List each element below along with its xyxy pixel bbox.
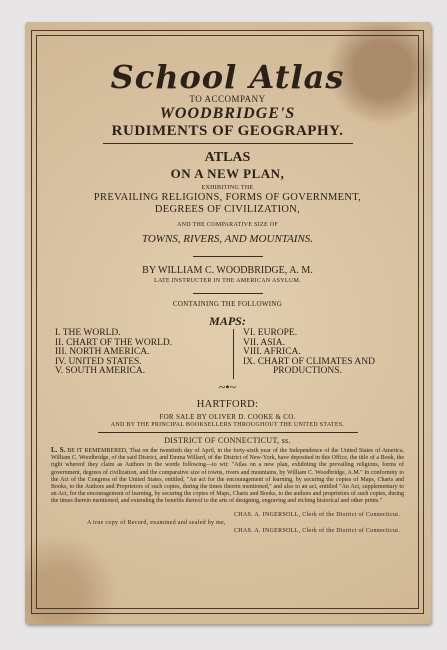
divider-rule-2 [98, 432, 358, 433]
subtitle-to-accompany: TO ACCOMPANY [189, 94, 266, 104]
comparative-text: AND THE COMPARATIVE SIZE OF [176, 222, 279, 228]
seal-mark: L. S. [51, 446, 66, 454]
copyright-text: BE IT REMEMBERED, That on the twentieth day of April, in the forty-sixth year of the Independence of the United States of America, William C. Woodbridge, of the said District, and Emma Willard, of the District of New-York, have deposited in this Office, the title of a Book, the right whereof they claim as Authors in the words following—to wit: "Atlas on a new plan, exhibiting the prevailing religions, forms of government, degrees of civilization, and the comparative size of towns, rivers and mountains, by William C. Woodbridge, A.M." In conformity to the Act of the Congress of the United States, entitled, "An act for the encouragement of learning, by securing the copies of Maps, Charts and Books, to the Authors and Proprietors of such copies, during the times therein mentioned," and also to an act, entitled "An Act, supplementary to an Act, for the encouragement of learning, by securing the copies of Maps, Charts and Books, to the authors and proprietors of such copies, during the times therein mentioned, and extending the benefits thereof to the arts of designing, engraving and etching historical and other prints." [51, 448, 404, 505]
district-line: DISTRICT OF CONNECTICUT, ss. [164, 436, 291, 445]
towns-text: TOWNS, RIVERS, AND MOUNTAINS. [141, 233, 314, 245]
inner-border [36, 35, 419, 609]
divider-short-2 [193, 293, 263, 294]
city-line: HARTFORD: [196, 399, 259, 410]
map-item: VII. ASIA. [243, 337, 285, 348]
atlas-heading: ATLAS [204, 150, 251, 165]
author-role: LATE INSTRUCTER IN THE AMERICAN ASYLUM. [154, 278, 301, 284]
maps-list [55, 329, 400, 381]
map-item: IV. UNITED STATES. [55, 356, 142, 367]
map-item: IX. CHART OF CLIMATES AND [243, 356, 376, 367]
exhibiting-text: EXHIBITING THE [201, 185, 254, 191]
sale-line: FOR SALE BY OLIVER D. COOKE & CO. [159, 413, 296, 421]
new-plan-heading: ON A NEW PLAN, [170, 166, 285, 181]
maps-column-right [243, 329, 413, 377]
containing-text: CONTAINING THE FOLLOWING [172, 300, 283, 308]
map-item: V. SOUTH AMERICA. [55, 366, 146, 376]
map-item: I. THE WORLD. [55, 328, 121, 338]
degrees-text: DEGREES OF CIVILIZATION, [154, 204, 301, 215]
clerk-line-2: CHAS. A. INGERSOLL, Clerk of the District of Connecticut. [233, 527, 400, 534]
outer-border [31, 30, 424, 614]
copyright-notice [47, 447, 408, 506]
map-item: VIII. AFRICA. [243, 347, 301, 357]
author-line: BY WILLIAM C. WOODBRIDGE, A. M. [142, 265, 313, 276]
clerk-line-1: CHAS. A. INGERSOLL, Clerk of the District of Connecticut. [233, 511, 400, 518]
main-title: School Atlas [110, 58, 345, 96]
maps-heading: MAPS: [209, 314, 246, 328]
divider-rule [103, 143, 353, 144]
divider-short [193, 256, 263, 257]
booksellers-line: AND BY THE PRINCIPAL BOOKSELLERS THROUGHOUT THE UNITED STATES. [110, 422, 345, 428]
maps-divider [233, 329, 234, 379]
ornament-icon: ~•~ [218, 380, 237, 394]
subtitle-woodbridges: WOODBRIDGE'S [159, 105, 296, 122]
title-page [47, 42, 408, 598]
prevailing-text: PREVAILING RELIGIONS, FORMS OF GOVERNMENT, [93, 192, 362, 203]
subtitle-rudiments: RUDIMENTS OF GEOGRAPHY. [111, 123, 344, 139]
map-item: VI. EUROPE. [243, 328, 298, 338]
map-item: III. NORTH AMERICA. [55, 347, 150, 357]
true-copy-line: A true copy of Record, examined and sealed by me, [87, 519, 226, 526]
map-item: II. CHART OF THE WORLD. [55, 337, 173, 348]
map-item: PRODUCTIONS. [273, 366, 342, 376]
maps-column-left [55, 329, 225, 377]
book-cover [25, 22, 431, 624]
